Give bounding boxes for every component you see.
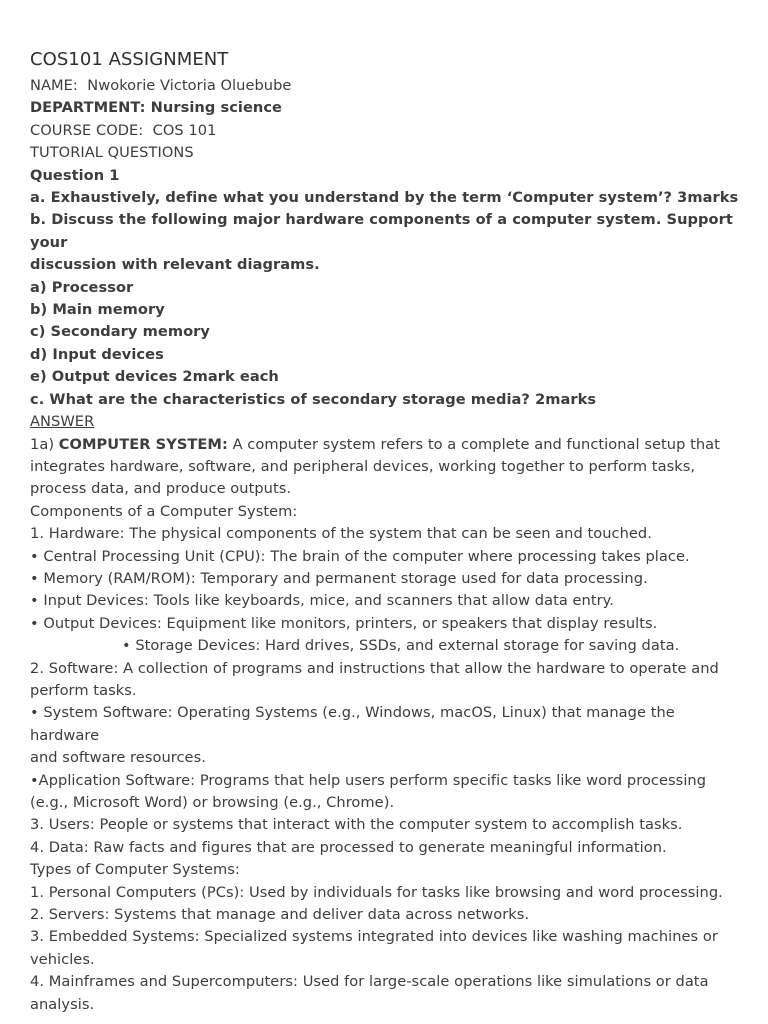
- question-b-line-1: b. Discuss the following major hardware components of a computer system. Support your: [30, 211, 739, 251]
- cpu-bullet: • Central Processing Unit (CPU): The brain of the computer where processing takes place.: [30, 547, 690, 565]
- question-a: a. Exhaustively, define what you understand by the term ‘Computer system’? 3marks: [30, 189, 739, 207]
- input-devices-bullet: • Input Devices: Tools like keyboards, mice, and scanners that allow data entry.: [30, 592, 614, 610]
- system-software-line-2: and software resources.: [30, 749, 206, 767]
- mainframes-line-1: 4. Mainframes and Supercomputers: Used for large-scale operations like simulations or data: [30, 973, 709, 991]
- personal-computers-item: 1. Personal Computers (PCs): Used by individuals for tasks like browsing and word processing.: [30, 883, 723, 901]
- subquestion-a: a) Processor: [30, 278, 134, 296]
- question-heading: Question 1: [30, 166, 120, 184]
- system-software-line-1: • System Software: Operating Systems (e.g., Windows, macOS, Linux) that manage the hardware: [30, 704, 680, 744]
- answer-intro-line-2: integrates hardware, software, and peripheral devices, working together to perform tasks,: [30, 457, 696, 475]
- course-code-line: [30, 120, 740, 142]
- department-label: DEPARTMENT:: [30, 99, 146, 117]
- answer-heading: ANSWER: [30, 413, 95, 431]
- software-item-line-2: perform tasks.: [30, 681, 137, 699]
- memory-bullet: • Memory (RAM/ROM): Temporary and permanent storage used for data processing.: [30, 569, 648, 587]
- department-value: Nursing science: [145, 99, 282, 117]
- question-c: c. What are the characteristics of secondary storage media? 2marks: [30, 390, 597, 408]
- subquestion-e: e) Output devices 2mark each: [30, 368, 279, 386]
- application-software-line-1: •Application Software: Programs that help users perform specific tasks like word processing: [30, 771, 707, 789]
- course-code-label: COURSE CODE:: [30, 121, 144, 139]
- course-code-value: COS 101: [143, 121, 217, 139]
- name-line: NAME: Nwokorie Victoria Oluebube: [30, 77, 292, 94]
- tutorial-heading: TUTORIAL QUESTIONS: [30, 144, 194, 162]
- question-b-line-2: discussion with relevant diagrams.: [30, 256, 320, 274]
- components-heading: Components of a Computer System:: [30, 502, 298, 520]
- output-devices-bullet: • Output Devices: Equipment like monitors, printers, or speakers that display results.: [30, 614, 658, 632]
- storage-devices-bullet: • Storage Devices: Hard drives, SSDs, and external storage for saving data.: [122, 637, 680, 655]
- answer-intro-prefix: 1a): [30, 435, 59, 453]
- answer-intro-line-3: process data, and produce outputs.: [30, 480, 292, 498]
- embedded-systems-line-1: 3. Embedded Systems: Specialized systems integrated into devices like washing machines or: [30, 928, 718, 946]
- data-item: 4. Data: Raw facts and figures that are processed to generate meaningful information.: [30, 838, 667, 856]
- answer-intro-line-1: [30, 434, 740, 456]
- users-item: 3. Users: People or systems that interact with the computer system to accomplish tasks.: [30, 816, 683, 834]
- subquestion-c: c) Secondary memory: [30, 323, 210, 341]
- document-title: COS101 ASSIGNMENT: [30, 49, 229, 70]
- answer-intro-term: COMPUTER SYSTEM:: [58, 435, 228, 453]
- mainframes-line-2: analysis.: [30, 995, 95, 1013]
- answer-intro-rest: A computer system refers to a complete and functional setup that: [227, 435, 720, 453]
- application-software-line-2: (e.g., Microsoft Word) or browsing (e.g., Chrome).: [30, 794, 395, 811]
- subquestion-d: d) Input devices: [30, 345, 164, 363]
- subquestion-b: b) Main memory: [30, 301, 165, 319]
- software-item-line-1: 2. Software: A collection of programs and instructions that allow the hardware to operate and: [30, 659, 719, 677]
- hardware-item: 1. Hardware: The physical components of the system that can be seen and touched.: [30, 525, 652, 543]
- department-line: [30, 97, 740, 119]
- types-heading: Types of Computer Systems:: [30, 861, 240, 879]
- servers-item: 2. Servers: Systems that manage and deliver data across networks.: [30, 906, 530, 924]
- embedded-systems-line-2: vehicles.: [30, 950, 95, 968]
